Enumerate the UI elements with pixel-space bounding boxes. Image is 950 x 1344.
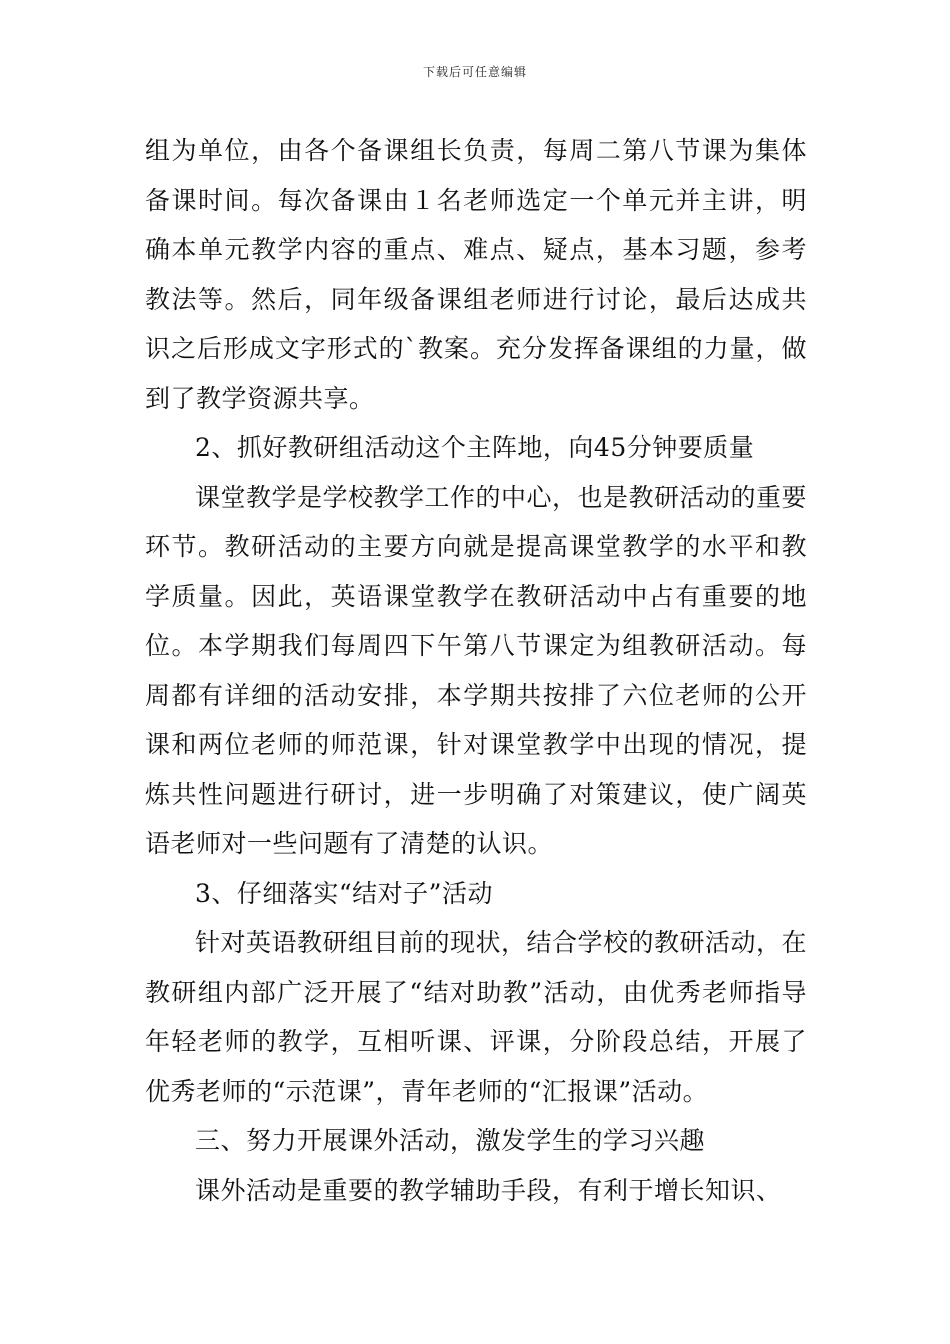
paragraph-4: 3、仔细落实“结对子”活动: [195, 878, 493, 908]
paragraph-1: 组为单位，由各个备课组长负责，每周二第八节课为集体备课时间。每次备课由１名老师选定一个单元并主讲，明确本单元教学内容的重点、难点、疑点，基本习题，参考教法等。然后，同年级备课组老师进行讨论，最后达成共识之后形成文字形式的`教案。充分发挥备课组的力量，做到了教学资源共享。: [145, 136, 807, 413]
paragraph-3: 课堂教学是学校教学工作的中心，也是教研活动的重要环节。教研活动的主要方向就是提高课堂教学的水平和教学质量。因此，英语课堂教学在教研活动中占有重要的地位。本学期我们每周四下午第八节课定为组教研活动。每周都有详细的活动安排，本学期共按排了六位老师的公开课和两位老师的师范课，针对课堂教学中出现的情况，提炼共性问题进行研讨，进一步明确了对策建议，使广阔英语老师对一些问题有了清楚的认识。: [145, 482, 808, 858]
page-header: 下载后可任意编辑: [422, 65, 527, 79]
paragraph-5: 针对英语教研组目前的现状，结合学校的教研活动，在教研组内部广泛开展了“结对助教”活动，由优秀老师指导年轻老师的教学，互相听课、评课，分阶段总结，开展了优秀老师的“示范课”，青年老师的“汇报课”活动。: [145, 928, 808, 1106]
paragraph-2: 2、抓好教研组活动这个主阵地，向45分钟要质量: [195, 433, 755, 462]
paragraph-7: 课外活动是重要的教学辅助手段，有利于增长知识、: [195, 1175, 782, 1205]
document-body: [145, 126, 807, 1215]
paragraph-6: 三、努力开展课外活动，激发学生的学习兴趣: [195, 1126, 706, 1155]
